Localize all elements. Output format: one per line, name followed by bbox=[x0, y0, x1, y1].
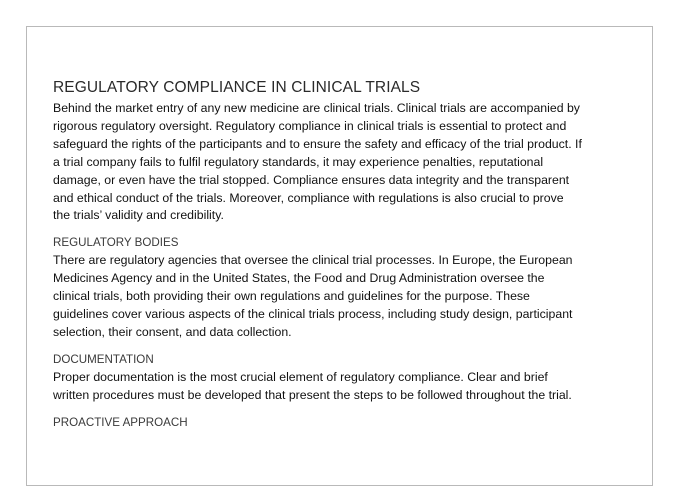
section-heading-regulatory-bodies: REGULATORY BODIES bbox=[53, 236, 179, 250]
section-body-regulatory-bodies: There are regulatory agencies that oversee the clinical trial processes. In Europe, the European Medicines Agency and in the United States, the Food and Drug Administration oversee the clinical trials, both providing their own regulations and guidelines for the purpose. These guidelines cover various aspects of the clinical trials process, including study design, participant selection, their consent, and data collection. bbox=[53, 253, 573, 339]
document-content bbox=[53, 78, 583, 432]
document-title: REGULATORY COMPLIANCE IN CLINICAL TRIALS bbox=[53, 79, 421, 96]
intro-paragraph: Behind the market entry of any new medicine are clinical trials. Clinical trials are accompanied by rigorous regulatory oversight. Regulatory compliance in clinical trials is essential to protect and safeguard the rights of the participants and to ensure the safety and efficacy of the trial product. If a trial company fails to fulfil regulatory standards, it may experience penalties, reputational damage, or even have the trial stopped. Compliance ensures data integrity and the transparent and ethical conduct of the trials. Moreover, compliance with regulations is also crucial to prove the trials’ validity and credibility. bbox=[53, 101, 582, 223]
section-body-documentation: Proper documentation is the most crucial element of regulatory compliance. Clear and brief written procedures must be developed that present the steps to be followed throughout the trial. bbox=[53, 369, 572, 402]
section-heading-documentation: DOCUMENTATION bbox=[53, 352, 154, 366]
section-heading-proactive-approach: PROACTIVE APPROACH bbox=[53, 415, 188, 429]
